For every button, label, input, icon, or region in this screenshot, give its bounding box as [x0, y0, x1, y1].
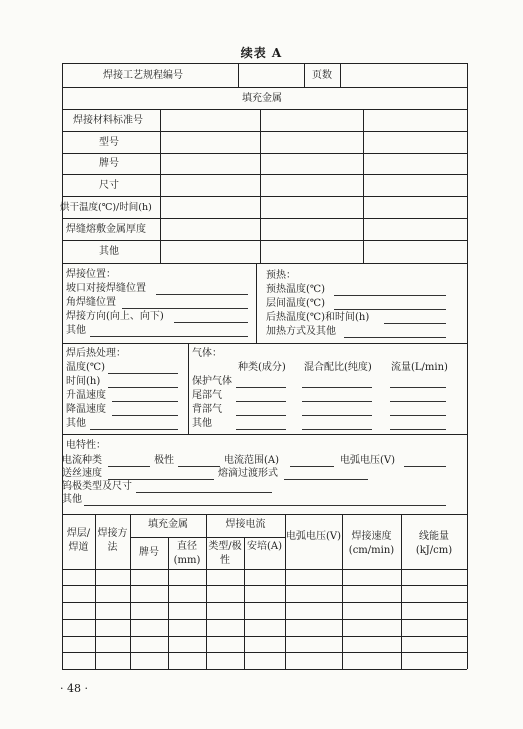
rule: [112, 415, 178, 416]
table-row: [62, 619, 467, 620]
rule: [62, 514, 467, 515]
gas-row-label: 保护气体: [192, 376, 232, 387]
rule: [236, 387, 286, 388]
rule: [344, 337, 446, 338]
rule: [136, 492, 272, 493]
col-speed-header: 焊接速度(cm/min): [348, 531, 395, 556]
rule: [62, 109, 467, 110]
rule: [108, 466, 150, 467]
rule: [122, 308, 248, 309]
gas-col-mix: 混合配比(纯度): [304, 362, 372, 373]
rule: [62, 218, 467, 219]
pwht-item: 时间(h): [66, 376, 101, 387]
tungsten-label: 钨极类型及尺寸: [62, 481, 132, 492]
filler-row-label: 尺寸: [99, 180, 119, 191]
rule: [156, 294, 248, 295]
rule: [174, 322, 248, 323]
page-title: 续表 A: [240, 46, 283, 60]
filler-row-label: 牌号: [99, 158, 119, 169]
transfer-mode-label: 熔滴过渡形式: [218, 468, 278, 479]
rule: [236, 429, 286, 430]
table-row: [62, 669, 467, 670]
rule: [390, 429, 446, 430]
rule: [302, 415, 372, 416]
position-item: 焊接方向(向上、向下): [66, 311, 164, 322]
rule: [302, 387, 372, 388]
table-row: [62, 636, 467, 637]
pwht-item: 其他: [66, 418, 86, 429]
gas-row-label: 其他: [192, 418, 212, 429]
rule: [130, 537, 285, 538]
col-heat-input-header: 线能量(kJ/cm): [415, 531, 453, 556]
rule: [244, 537, 245, 669]
rule: [62, 240, 467, 241]
col-filler-header: 填充金属: [148, 519, 188, 530]
rule: [334, 309, 446, 310]
filler-row-label: 焊缝熔敷金属厚度: [66, 224, 146, 235]
rule: [178, 466, 220, 467]
gas-heading: 气体：: [192, 348, 222, 359]
rule: [236, 415, 286, 416]
pwht-heading: 焊后热处理：: [66, 348, 126, 359]
preheat-item: 预热温度(℃): [266, 284, 325, 295]
table-row: [62, 652, 467, 653]
pwht-item: 降温速度: [66, 404, 106, 415]
rule: [302, 401, 372, 402]
col-amp-header: 安培(A): [246, 541, 283, 552]
page-number: · 48 ·: [60, 682, 88, 695]
rule: [302, 429, 372, 430]
frame-right: [467, 63, 468, 669]
col-layer-header: 焊层/焊道: [66, 528, 91, 553]
table-row: [62, 602, 467, 603]
rule: [62, 63, 467, 64]
filler-row-label: 其他: [99, 246, 119, 257]
position-heading: 焊接位置：: [66, 269, 116, 280]
rule: [390, 415, 446, 416]
electrical-other-label: 其他: [62, 494, 82, 505]
col-voltage-header: 电弧电压(V): [285, 531, 342, 542]
wire-speed-label: 送丝速度: [62, 468, 102, 479]
rule: [62, 174, 467, 175]
rule: [188, 343, 189, 434]
position-item: 其他: [66, 325, 86, 336]
gas-col-flow: 流量(L/min): [391, 362, 448, 373]
filler-row-label: 焊接材料标准号: [73, 115, 143, 126]
rule: [62, 87, 467, 88]
rule: [112, 401, 178, 402]
rule: [108, 479, 214, 480]
table-row: [62, 585, 467, 586]
preheat-item: 加热方式及其他: [266, 326, 336, 337]
pwht-item: 温度(℃): [66, 362, 105, 373]
table-row: [62, 569, 467, 570]
gas-row-label: 尾部气: [192, 390, 222, 401]
electrical-heading: 电特性：: [66, 440, 106, 451]
page-count-label: 页数: [312, 70, 332, 81]
current-range-label: 电流范围(A): [224, 455, 280, 466]
preheat-heading: 预热：: [266, 270, 296, 281]
rule: [390, 401, 446, 402]
arc-voltage-label: 电弧电压(V): [340, 455, 396, 466]
filler-row-label: 型号: [99, 137, 119, 148]
rule: [108, 373, 178, 374]
rule: [62, 196, 467, 197]
rule: [62, 434, 467, 435]
rule: [284, 479, 368, 480]
rule: [62, 343, 467, 344]
rule: [256, 263, 257, 343]
preheat-item: 后热温度(℃)和时间(h): [266, 312, 370, 323]
position-item: 角焊缝位置: [66, 297, 116, 308]
rule: [90, 429, 178, 430]
rule: [290, 466, 334, 467]
rule: [340, 63, 341, 87]
filler-row-label: 烘干温度(℃)/时间(h): [60, 202, 152, 213]
col-process-header: 焊接方法: [97, 528, 128, 553]
rule: [390, 387, 446, 388]
col-type-polarity-header: 类型/极性: [208, 541, 242, 566]
current-type-label: 电流种类: [62, 455, 102, 466]
rule: [384, 323, 446, 324]
gas-col-type: 种类(成分): [238, 362, 286, 373]
polarity-label: 极性: [154, 455, 174, 466]
preheat-item: 层间温度(℃): [266, 298, 325, 309]
rule: [90, 336, 248, 337]
rule: [404, 466, 446, 467]
wps-number-label: 焊接工艺规程编号: [103, 70, 183, 81]
rule: [108, 387, 178, 388]
rule: [238, 63, 239, 87]
col-brand-header: 牌号: [139, 547, 159, 558]
rule: [84, 505, 446, 506]
rule: [236, 401, 286, 402]
col-current-header: 焊接电流: [225, 519, 266, 530]
rule: [62, 131, 467, 132]
rule: [304, 63, 305, 87]
col-diameter-header: 直径(mm): [173, 541, 201, 566]
pwht-item: 升温速度: [66, 390, 106, 401]
rule: [62, 153, 467, 154]
position-item: 坡口对接焊缝位置: [66, 283, 146, 294]
filler-section-label: 填充金属: [242, 93, 282, 104]
rule: [62, 263, 467, 264]
rule: [334, 295, 446, 296]
gas-row-label: 背部气: [192, 404, 222, 415]
